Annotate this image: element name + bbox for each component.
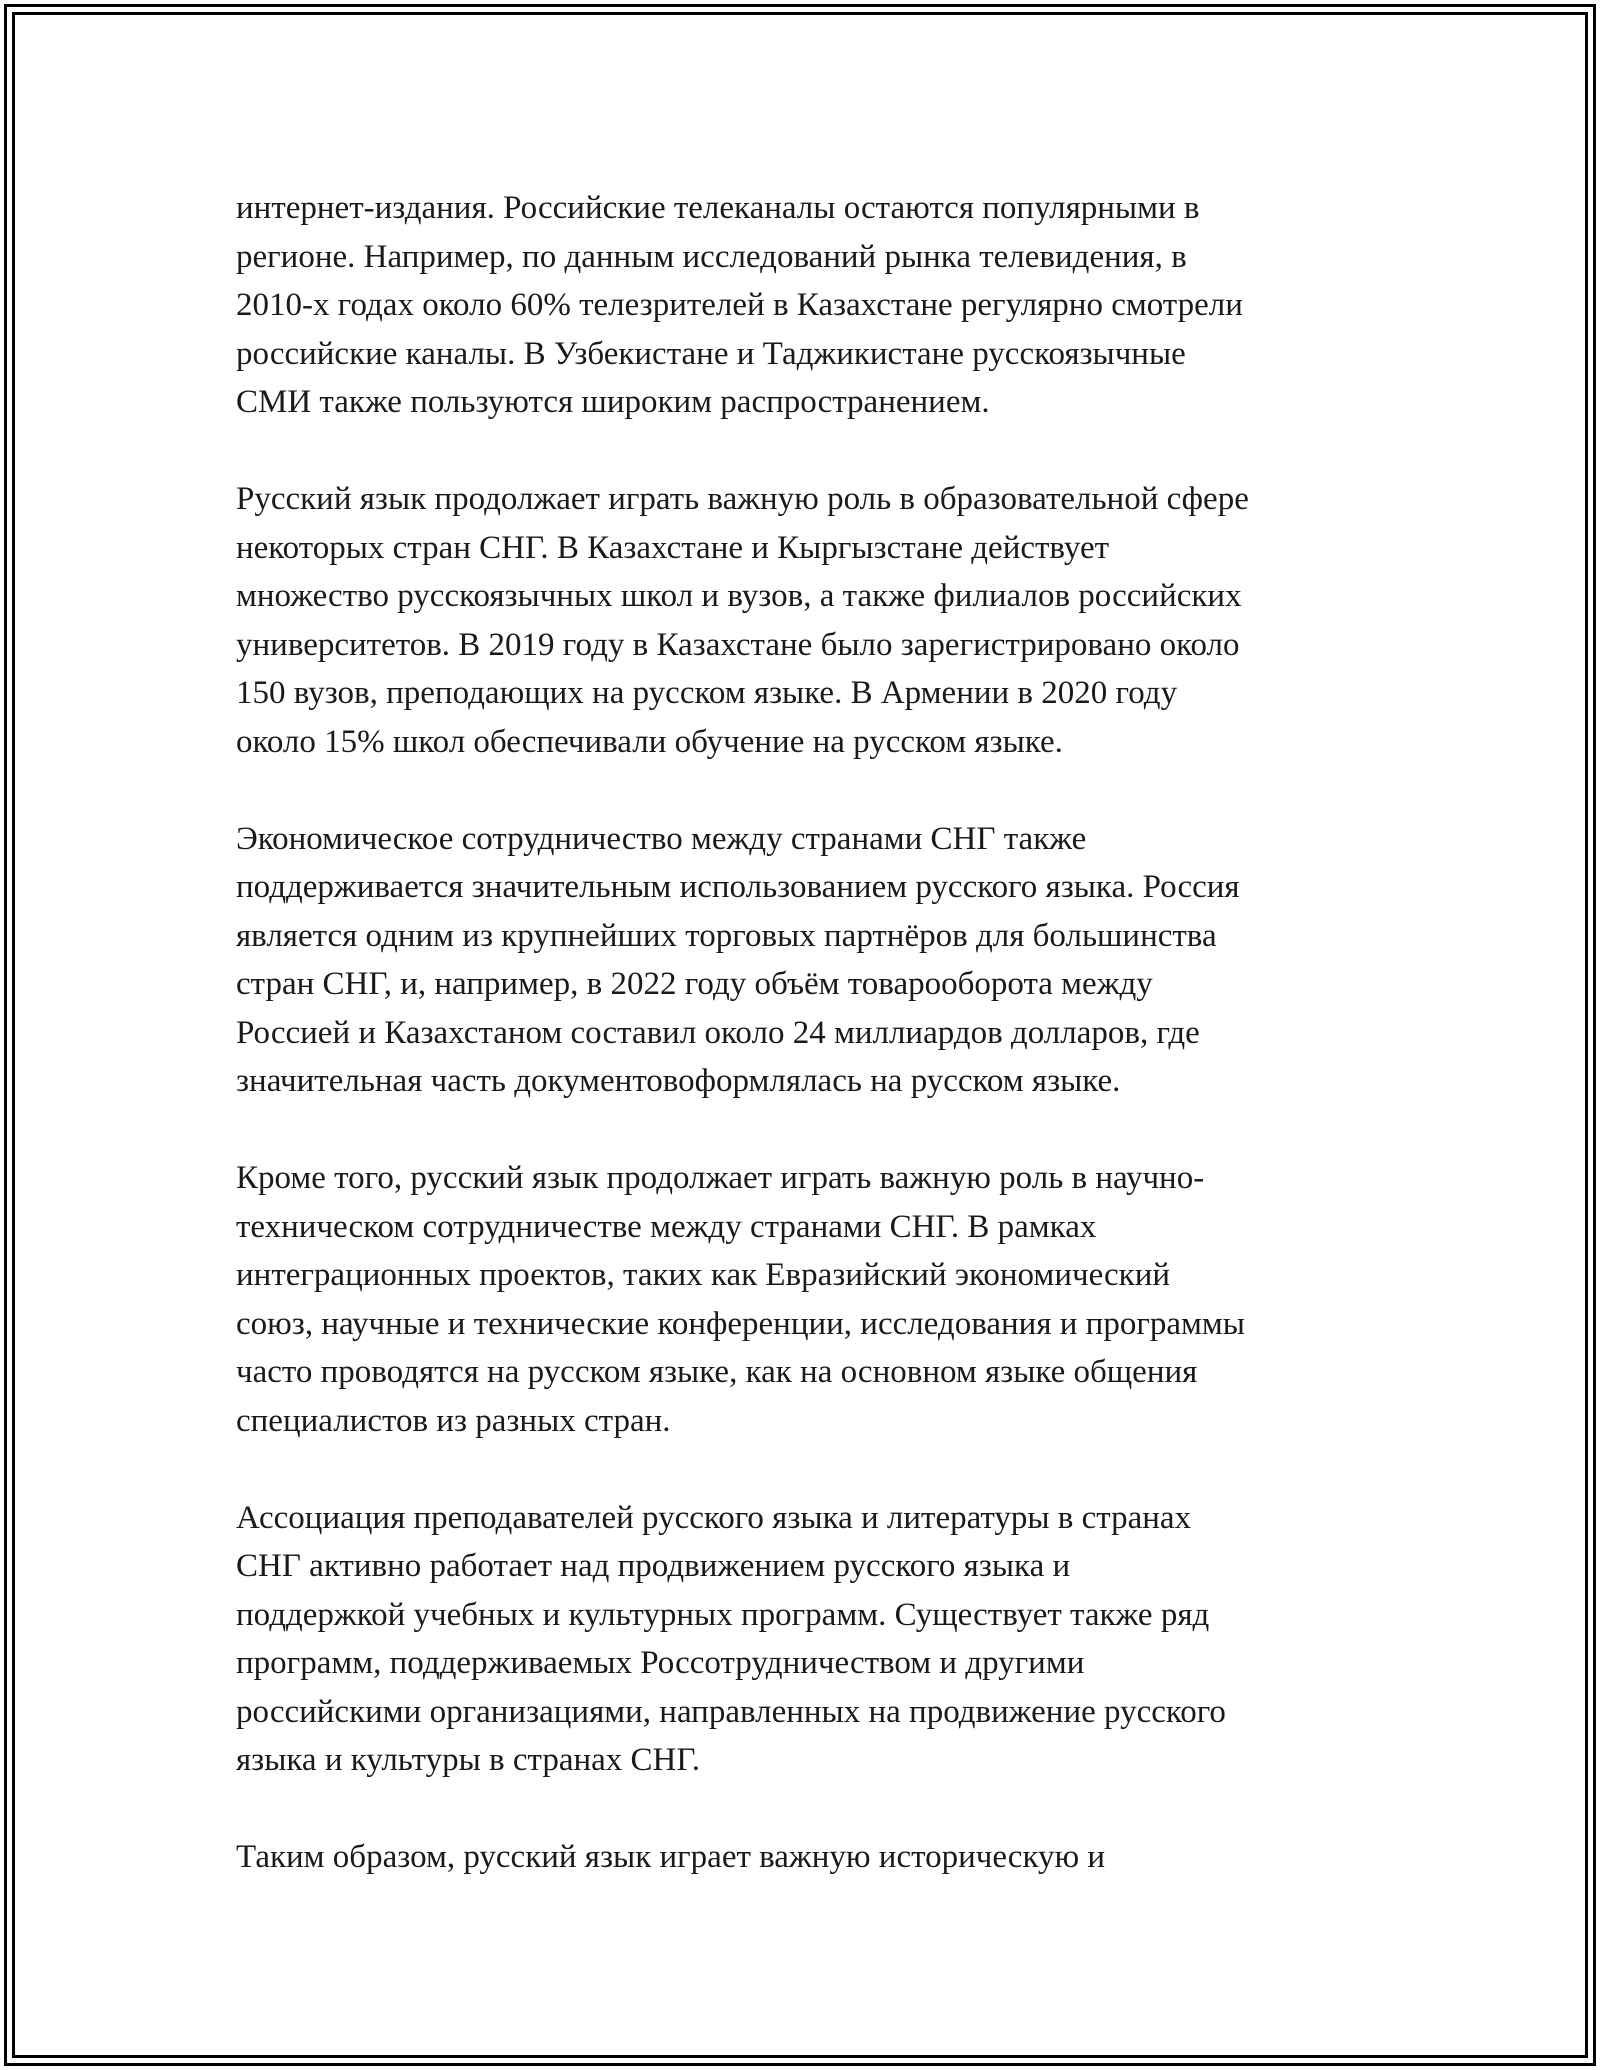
paragraph-media: интернет-издания. Российские телеканалы остаются популярными в регионе. Например, по данным исследований рынка телевидения, в 2010-х годах около 60% телезрителей в Казахстане регулярно смотрели российские каналы. В Узбекистане и Таджикистане русскоязычные СМИ также пользуются широким распространением.	[236, 190, 1243, 420]
paragraph-economy: Экономическое сотрудничество между странами СНГ также поддерживается значительным использованием русского языка. Россия является одним из крупнейших торговых партнёров для большинства стран СНГ, и, например, в 2022 году объём товарооборота между Россией и Казахстаном составил около 24 миллиардов долларов, где значительная часть документовоформлялась на русском языке.	[236, 820, 1240, 1099]
document-body	[236, 184, 1376, 1930]
paragraph-science: Кроме того, русский язык продолжает играть важную роль в научно- техническом сотрудничестве между странами СНГ. В рамках интеграционных проектов, таких как Евразийский экономический союз, научные и технические конференции, исследования и программы часто проводятся на русском языке, как на основном языке общения специалистов из разных стран.	[236, 1160, 1245, 1439]
paragraph-association: Ассоциация преподавателей русского языка и литературы в странах СНГ активно работает над продвижением русского языка и поддержкой учебных и культурных программ. Существует также ряд программ, поддерживаемых Россотрудничеством и другими российскими организациями, направленных на продвижение русского языка и культуры в странах СНГ.	[236, 1499, 1226, 1778]
paragraph-education: Русский язык продолжает играть важную роль в образовательной сфере некоторых стран СНГ. В Казахстане и Кыргызстане действует множество русскоязычных школ и вузов, а также филиалов российских университетов. В 2019 году в Казахстане было зарегистрировано около 150 вузов, преподающих на русском языке. В Армении в 2020 году около 15% школ обеспечивали обучение на русском языке.	[236, 481, 1249, 760]
paragraph-conclusion: Таким образом, русский язык играет важную историческую и	[236, 1839, 1106, 1875]
